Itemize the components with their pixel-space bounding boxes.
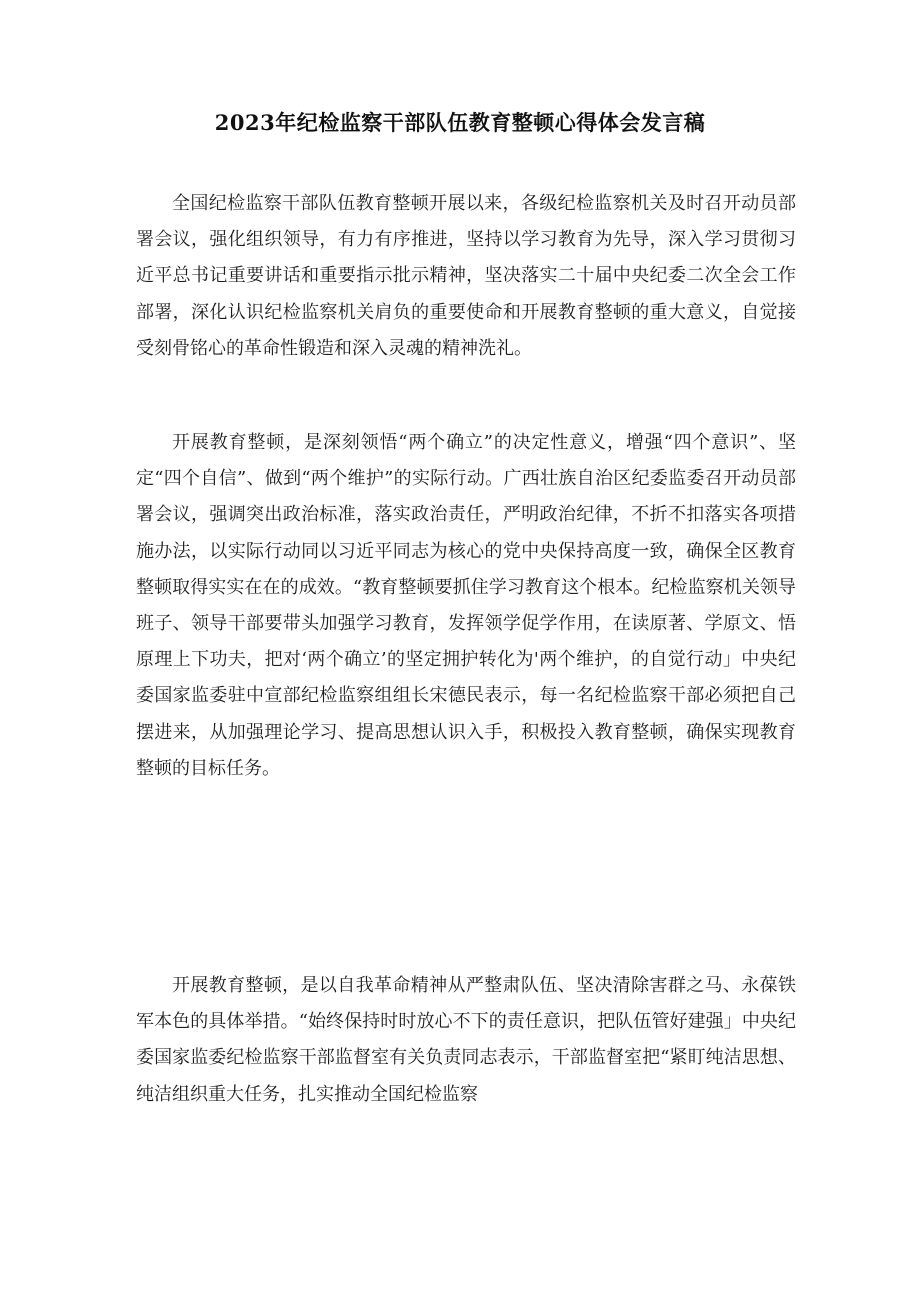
paragraph-1: 全国纪检监察干部队伍教育整顿开展以来，各级纪检监察机关及时召开动员部署会议，强化组织领导，有力有序推进，坚持以学习教育为先导，深入学习贯彻习近平总书记重要讲话和重要指示批示精神，坚决落实二十届中央纪委二次全会工作部署，深化认识纪检监察机关肩负的重要使命和开展教育整顿的重大意义，自觉接受刻骨铭心的革命性锻造和深入灵魂的精神洗礼。 [136,193,796,359]
document-title: 2023年纪检监察干部队伍教育整顿心得体会发言稿 [214,110,706,135]
paragraph-3: 开展教育整顿，是以自我革命精神从严整肃队伍、坚决清除害群之马、永葆铁军本色的具体举措。“始终保持时时放心不下的责任意识，把队伍管好建强」中央纪委国家监委纪检监察干部监督室有关负责同志表示，干部监督室把“紧盯纯洁思想、纯洁组织重大任务，扎实推动全国纪检监察 [136,975,796,1105]
paragraph-2: 开展教育整顿，是深刻领悟“两个确立”的决定性意义，增强“四个意识”、坚定“四个自信”、做到“两个维护”的实际行动。广西壮族自治区纪委监委召开动员部署会议，强调突出政治标准，落实政治责任，严明政治纪律，不折不扣落实各项措施办法，以实际行动同以习近平同志为核心的党中央保持高度一致，确保全区教育整顿取得实实在在的成效。“教育整顿要抓住学习教育这个根本。纪检监察机关领导班子、领导干部要带头加强学习教育，发挥领学促学作用，在读原著、学原文、悟原理上下功夫，把对‘两个确立’的坚定拥护转化为'两个维护，的自觉行动」中央纪委国家监委驻中宣部纪检监察组组长宋德民表示，每一名纪检监察干部必须把自己摆进来，从加强理论学习、提高思想认识入手，积极投入教育整顿，确保实现教育整顿的目标任务。 [136,432,796,779]
